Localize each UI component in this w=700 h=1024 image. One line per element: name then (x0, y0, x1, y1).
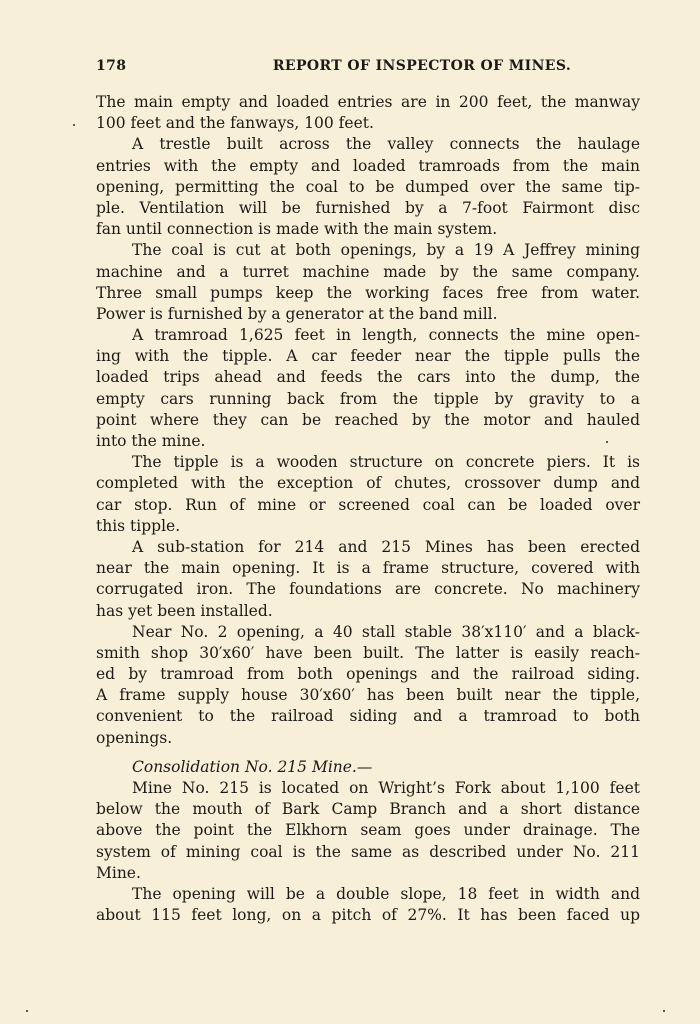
text-line: Power is furnished by a generator at the band mill. (96, 304, 498, 323)
text-line: The opening will be a double slope, 18 feet in width and (132, 884, 640, 903)
text-line: 100 feet and the fanways, 100 feet. (96, 114, 374, 133)
text-line: completed with the exception of chutes, crossover dump and (96, 474, 640, 493)
text-line: ple. Ventilation will be furnished by a 7-foot Fairmont disc (96, 198, 640, 217)
body-text (96, 92, 640, 926)
text-line: above the point the Elkhorn seam goes under drainage. The (96, 821, 640, 840)
text-line: A tramroad 1,625 feet in length, connects the mine open- (132, 326, 640, 345)
text-line: smith shop 30′x60′ have been built. The latter is easily reach- (96, 643, 640, 662)
text-line: Mine No. 215 is located on Wright’s Fork about 1,100 feet (132, 779, 640, 797)
text-line: this tipple. (96, 516, 181, 535)
text-line: openings. (96, 728, 173, 747)
page-header (96, 58, 638, 80)
page-number: 178 (96, 58, 127, 74)
ink-speck (663, 1010, 665, 1012)
text-line: Near No. 2 opening, a 40 stall stable 38′x110′ and a black- (132, 622, 640, 641)
text-line: The tipple is a wooden structure on concrete piers. It is (132, 453, 640, 472)
text-line: A frame supply house 30′x60′ has been built near the tipple, (96, 686, 640, 705)
text-line: ing with the tipple. A car feeder near the tipple pulls the (96, 347, 640, 366)
text-line: fan until connection is made with the main system. (96, 220, 498, 239)
text-line: opening, permitting the coal to be dumped over the same tip- (96, 177, 640, 196)
running-title: REPORT OF INSPECTOR OF MINES. (272, 58, 572, 74)
text-line: near the main opening. It is a frame structure, covered with (96, 559, 640, 578)
text-line: Mine. (96, 863, 141, 882)
text-line: The coal is cut at both openings, by a 19 A Jeffrey mining (132, 241, 640, 260)
text-line: A trestle built across the valley connects the haulage (132, 135, 640, 154)
text-line: into the mine. (96, 432, 206, 450)
text-line: entries with the empty and loaded tramroads from the main (96, 156, 640, 175)
text-line: has yet been installed. (96, 601, 273, 620)
text-line: corrugated iron. The foundations are concrete. No machinery (96, 580, 640, 599)
ink-speck (73, 124, 75, 126)
text-line: below the mouth of Bark Camp Branch and a short distance (96, 800, 640, 819)
text-line: point where they can be reached by the motor and hauled (96, 410, 640, 429)
text-line: empty cars running back from the tipple by gravity to a (96, 389, 640, 408)
section-heading: Consolidation No. 215 Mine.— (132, 757, 373, 776)
text-line: machine and a turret machine made by the same company. (96, 262, 640, 281)
ink-speck (26, 1010, 28, 1012)
text-line: convenient to the railroad siding and a tramroad to both (96, 707, 640, 726)
text-line: ed by tramroad from both openings and the railroad siding. (96, 665, 640, 684)
text-line: about 115 feet long, on a pitch of 27%. It has been faced up (96, 906, 640, 925)
text-line: Three small pumps keep the working faces free from water. (96, 283, 640, 302)
text-line: The main empty and loaded entries are in 200 feet, the manway (96, 93, 640, 111)
text-line: loaded trips ahead and feeds the cars into the dump, the (96, 368, 640, 387)
ink-speck (606, 441, 608, 443)
text-line: car stop. Run of mine or screened coal can be loaded over (96, 495, 640, 514)
text-line: A sub-station for 214 and 215 Mines has been erected (132, 537, 640, 556)
text-line: system of mining coal is the same as described under No. 211 (96, 842, 640, 861)
